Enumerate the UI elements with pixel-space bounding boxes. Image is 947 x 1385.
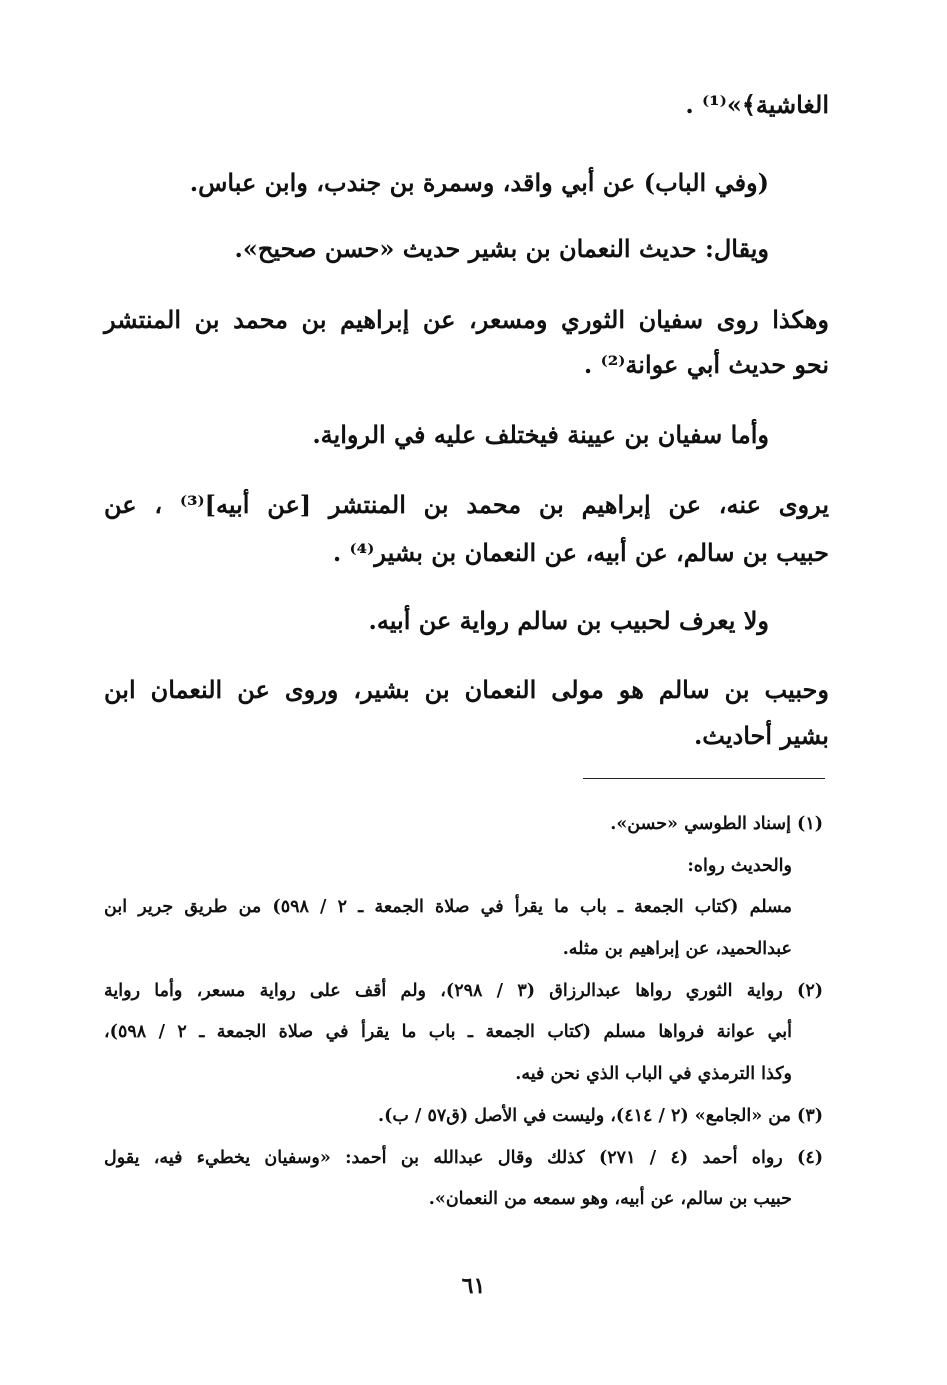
text-line-5: نحو حديث أبي عوانة⁽²⁾ .	[583, 350, 829, 379]
text-line-10: وحبيب بن سالم هو مولى النعمان بن بشير، وروى عن النعمان ابن	[104, 675, 829, 704]
text-line-8: حبيب بن سالم، عن أبيه، عن النعمان بن بشير⁽⁴⁾ .	[332, 538, 829, 567]
page-number: ٦١	[461, 1273, 486, 1299]
text-line-6: وأما سفيان بن عيينة فيختلف عليه في الرواية.	[312, 420, 769, 449]
text-line-7: يروى عنه، عن إبراهيم بن محمد بن المنتشر [عن أبيه]⁽³⁾ ، عن	[104, 490, 829, 519]
text-line-3: ويقال: حديث النعمان بن بشير حديث «حسن صحيح».	[234, 234, 769, 263]
footnote-3: (٣) من «الجامع» (٢ / ٤١٤)، وليست في الأصل (ق٥٧ / ب).	[378, 1106, 823, 1126]
footnote-1: (١) إسناد الطوسي «حسن».	[610, 814, 823, 834]
footnote-2-line-2: أبي عوانة فرواها مسلم (كتاب الجمعة ـ باب ما يقرأ في صلاة الجمعة ـ ٢ / ٥٩٨)،	[104, 1022, 792, 1042]
footnote-4-line-2: حبيب بن سالم، عن أبيه، وهو سمعه من النعمان».	[428, 1189, 792, 1209]
footnote-1-line-2: والحديث رواه:	[687, 856, 792, 876]
footnote-2: (٢) رواية الثوري رواها عبدالرزاق (٣ / ٢٩٨)، ولم أقف على رواية مسعر، وأما رواية	[104, 981, 823, 1001]
footnote-1-line-4: عبدالحميد، عن إبراهيم بن مثله.	[562, 939, 792, 959]
text-line-1: الغاشية﴾»⁽¹⁾ .	[685, 90, 829, 119]
text-line-9: ولا يعرف لحبيب بن سالم رواية عن أبيه.	[368, 606, 769, 635]
text-line-4: وهكذا روى سفيان الثوري ومسعر، عن إبراهيم بن محمد بن المنتشر	[104, 305, 829, 334]
footnote-4: (٤) رواه أحمد (٤ / ٢٧١) كذلك وقال عبدالله بن أحمد: «وسفيان يخطيء فيه، يقول	[104, 1148, 823, 1168]
text-line-11: بشير أحاديث.	[693, 721, 829, 750]
footnote-separator	[583, 778, 825, 779]
footnote-2-line-3: وكذا الترمذي في الباب الذي نحن فيه.	[515, 1064, 792, 1084]
text-line-2: (وفي الباب) عن أبي واقد، وسمرة بن جندب، وابن عباس.	[189, 168, 769, 197]
footnote-1-line-3: مسلم (كتاب الجمعة ـ باب ما يقرأ في صلاة الجمعة ـ ٢ / ٥٩٨) من طريق جرير ابن	[104, 897, 792, 917]
